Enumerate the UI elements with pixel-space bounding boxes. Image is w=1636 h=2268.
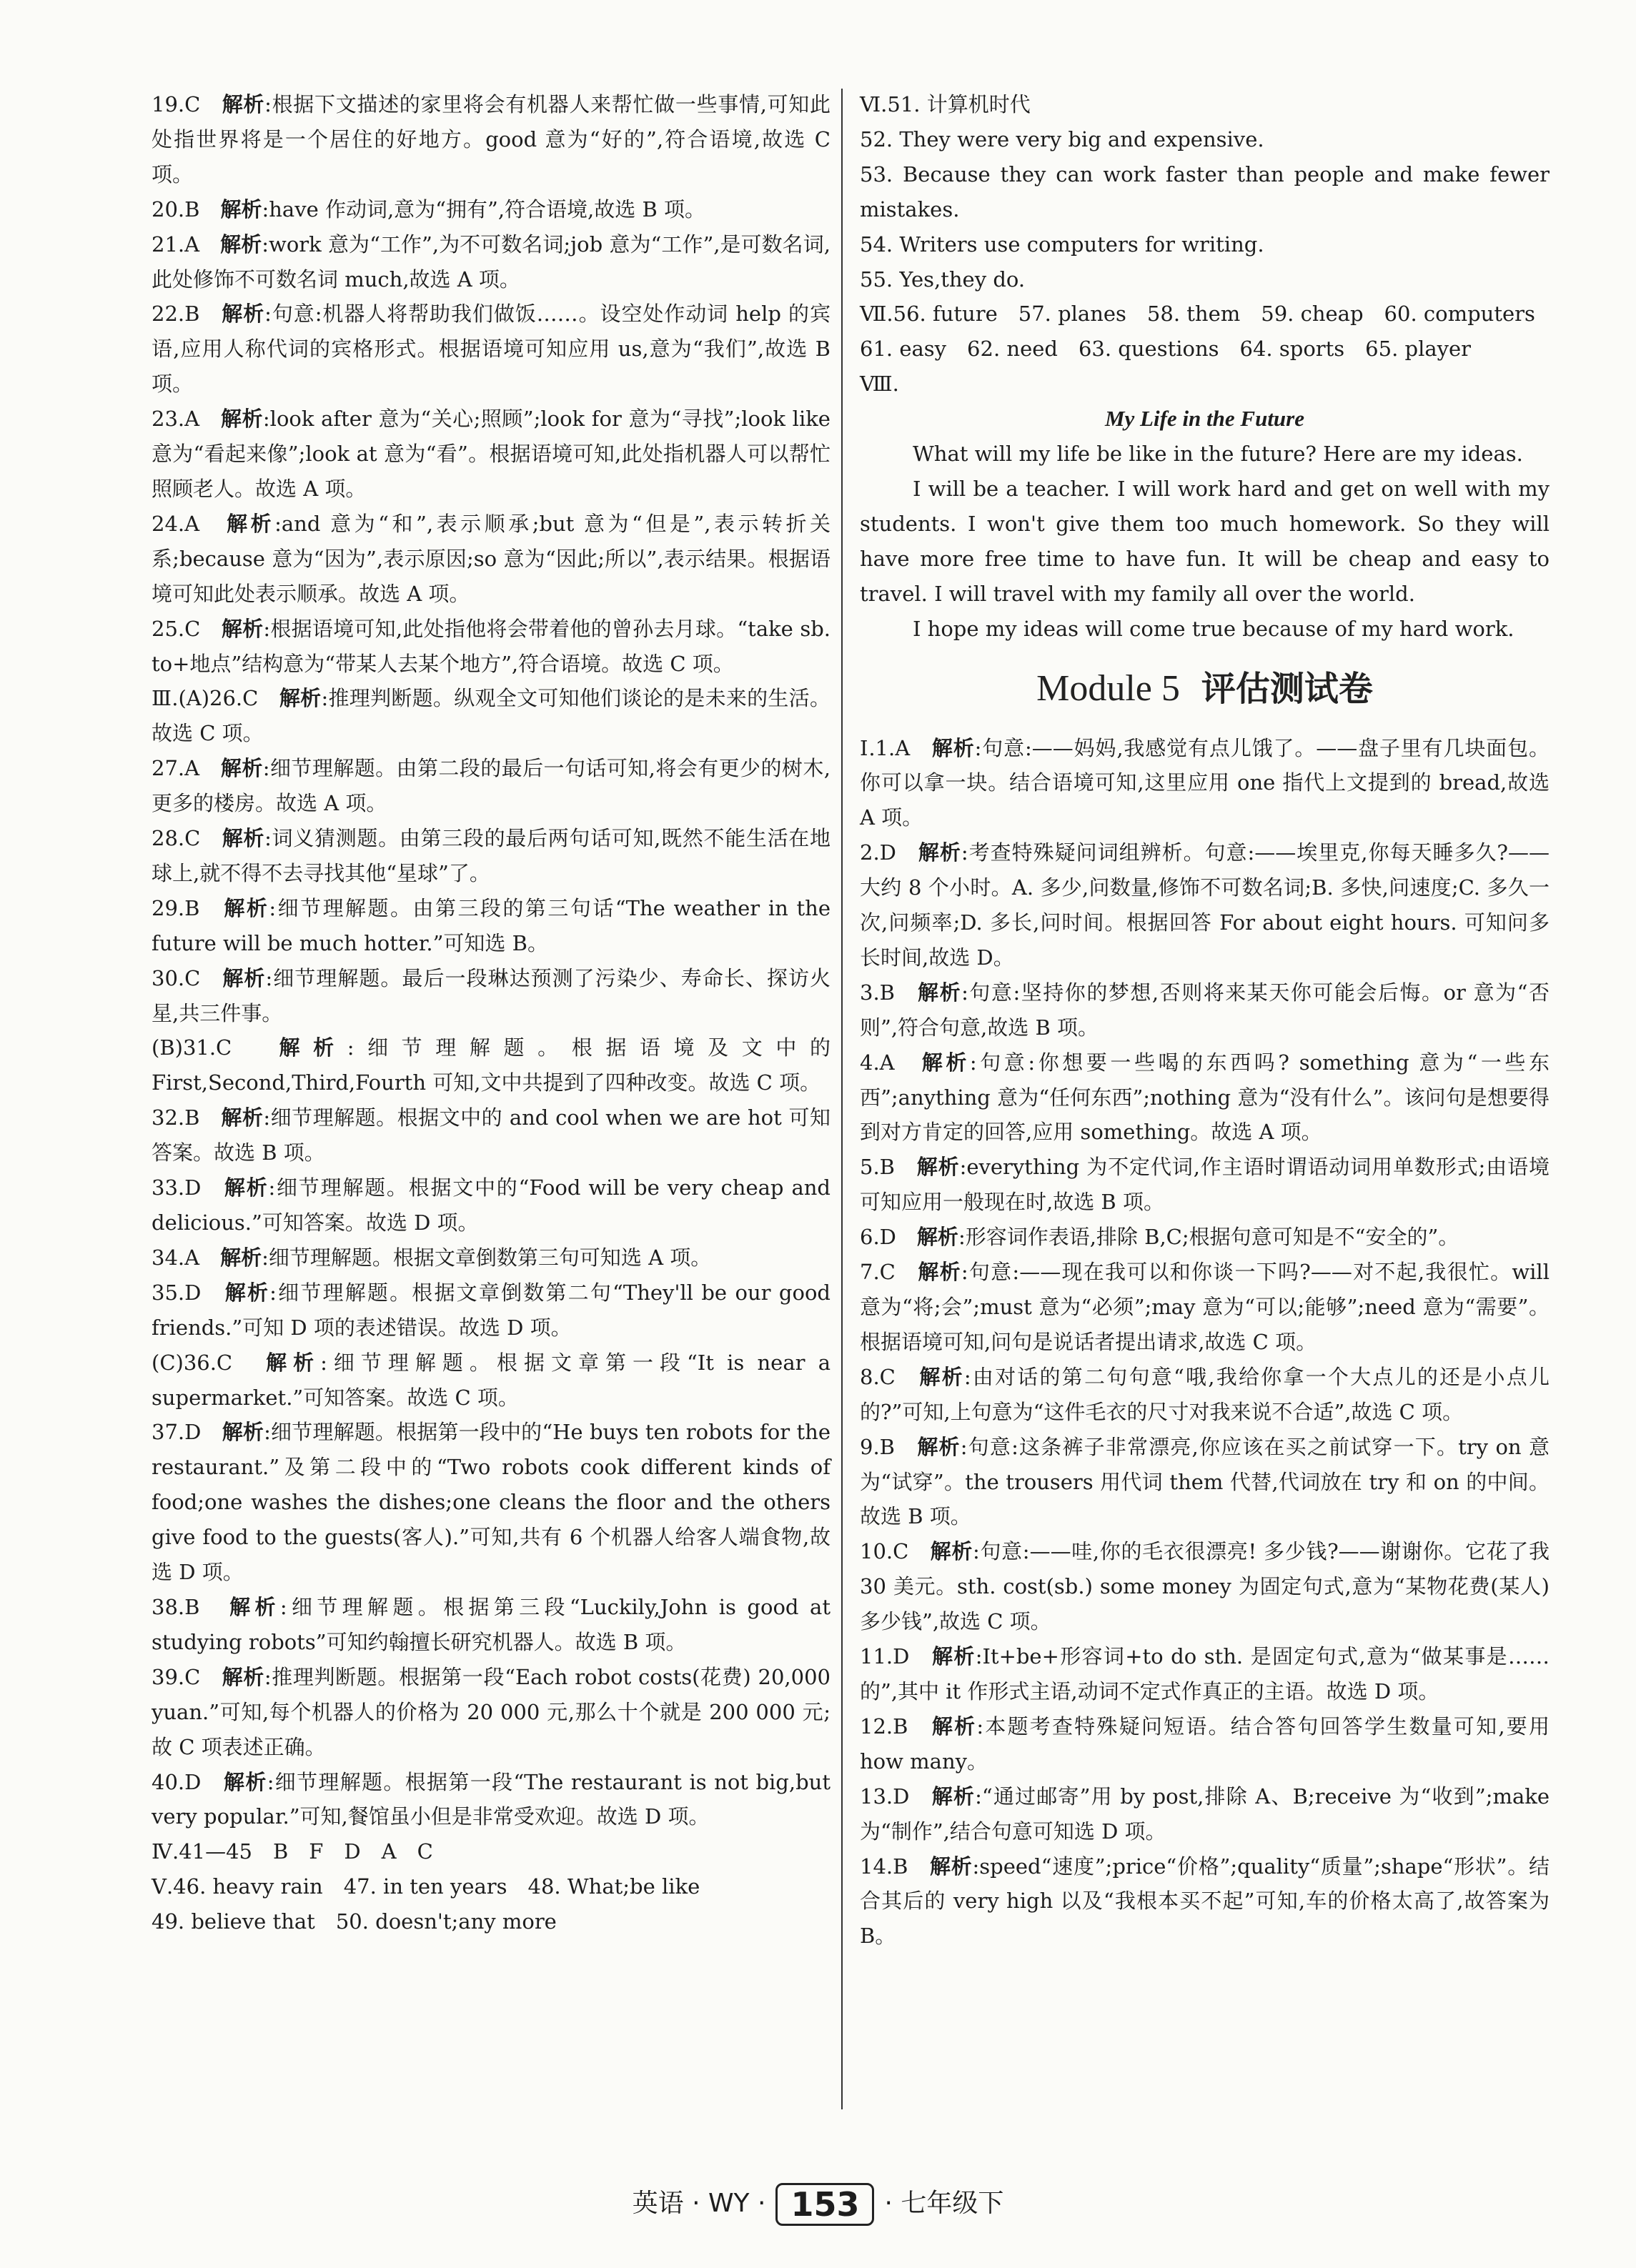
analysis-text: :推理判断题。根据第一段“Each robot costs(花费) 20,000 yuan.”可知,每个机器人的价格为 20 000 元,那么十个就是 200 000 元;故 C 项表述正确。 [152,1664,831,1759]
analysis-text: :细节理解题。最后一段琳达预测了污染少、寿命长、探访火星,共三件事。 [152,965,831,1025]
answer-entry [152,961,831,1031]
analysis-text: :细节理解题。根据第一段中的“He buys ten robots for the restaurant.”及第二段中的“Two robots cook different kinds of food;one washes the dishes;one cleans the floor and the others give food to the guests(客人).”可知,共有 6 个机器人给客人端食物,故选 D 项。 [152,1420,831,1585]
analysis-label: 解析 [921,1050,970,1075]
answer-key: 24.A [152,511,227,536]
answer-key: 11.D [860,1644,933,1669]
analysis-label: 解析 [221,616,264,641]
analysis-label: 解析 [222,1420,264,1445]
answer-entry [860,1779,1550,1849]
analysis-label: 解析 [931,1784,976,1809]
answer-key: 21.A [152,232,221,257]
analysis-text: :推理判断题。纵观全文可知他们谈论的是未来的生活。故选 C 项。 [152,686,831,746]
answer-key: 33.D [152,1175,224,1200]
answer-key: 4.A [860,1050,922,1075]
answer-entry [860,1849,1550,1954]
answer-key: 13.D [860,1784,932,1809]
answer-entry [152,1834,831,1869]
analysis-label: 解析 [222,1664,264,1689]
answer-entry [860,1430,1550,1535]
analysis-label: 解析 [220,197,262,222]
analysis-label: 解析 [929,1854,973,1879]
answer-line: 52. They were very big and expensive. [860,126,1264,151]
analysis-text: :细节理解题。根据文章第一段“It is near a supermarket.”可知答案。故选 C 项。 [152,1350,831,1410]
footer-subject: 英语 · WY · [632,2189,766,2218]
analysis-text: :句意:坚持你的梦想,否则将来某天你可能会后悔。or 意为“否则”,符合句意,故选 B 项。 [860,980,1550,1040]
analysis-label: 解析 [916,1155,960,1180]
answer-entry [152,1170,831,1240]
analysis-text: :细节理解题。根据文中的 and cool when we are hot 可知答案。故选 B 项。 [152,1105,831,1165]
analysis-label: 解析 [932,1644,976,1669]
answer-line: 55. Yes,they do. [860,267,1026,292]
answer-entry [152,1415,831,1590]
analysis-label: 解析 [227,511,275,536]
analysis-text: :have 作动词,意为“拥有”,符合语境,故选 B 项。 [262,197,706,222]
analysis-text: :句意:这条裤子非常漂亮,你应该在买之前试穿一下。try on 意为“试穿”。the trousers 用代词 them 代替,代词放在 try 和 on 的中间。故选 B 项。 [860,1434,1550,1529]
analysis-label: 解析 [266,1350,321,1375]
analysis-label: 解析 [918,1260,961,1285]
answer-entry [860,1255,1550,1360]
answer-entry [152,681,831,751]
analysis-text: :everything 为不定代词,作主语时谓语动词用单数形式;由语境可知应用一般现在时,故选 B 项。 [860,1155,1550,1215]
analysis-label: 解析 [220,407,263,432]
answer-entry [152,1765,831,1835]
right-column [860,87,1550,1954]
analysis-text: :细节理解题。根据第三段“Luckily,John is good at studying robots”可知约翰擅长研究机器人。故选 B 项。 [152,1594,831,1654]
answer-entry [860,1360,1550,1430]
analysis-label: 解析 [229,1594,280,1619]
analysis-label: 解析 [279,1035,347,1060]
answer-key: 29.B [152,895,224,920]
analysis-text: :根据语境可知,此处指他将会带着他的曾孙去月球。“take sb. to+地点”结构意为“带某人去某个地方”,符合语境。故选 C 项。 [152,616,831,676]
analysis-text: :speed“速度”;price“价格”;quality“质量”;shape“形状”。结合其后的 very high 以及“我根本买不起”可知,车的价格太高了,故答案为 B。 [860,1854,1550,1949]
answer-key: 38.B [152,1594,230,1619]
analysis-label: 解析 [224,1769,267,1794]
analysis-text: :由对话的第二句句意“哦,我给你拿一个大点儿的还是小点儿的?”可知,上句意为“这件毛衣的尺寸对我来说不合适”,故选 C 项。 [860,1364,1550,1424]
answer-key: 10.C [860,1539,931,1564]
analysis-label: 解析 [279,686,322,711]
answer-entry [860,835,1550,975]
answer-key: 14.B [860,1854,930,1879]
answer-key: 35.D [152,1280,225,1305]
answer-key: 37.D [152,1420,222,1445]
analysis-text: :细节理解题。根据文中的“Food will be very cheap and delicious.”可知答案。故选 D 项。 [152,1175,831,1235]
answer-entry [152,1346,831,1416]
analysis-text: :细节理解题。根据第一段“The restaurant is not big,but very popular.”可知,餐馆虽小但是非常受欢迎。故选 D 项。 [152,1769,831,1829]
answer-entry [152,751,831,821]
answer-key: 7.C [860,1260,918,1285]
answer-entry [152,1869,831,1904]
answer-key: 8.C [860,1364,920,1389]
essay-paragraph: What will my life be like in the future? Here are my ideas. [913,442,1523,467]
module5-answers [860,731,1550,1954]
module-title [860,647,1550,731]
page-footer [0,2183,1636,2226]
analysis-text: :考查特殊疑问词组辨析。句意:——埃里克,你每天睡多久?——大约 8 个小时。A. 多少,问数量,修饰不可数名词;B. 多快,问速度;C. 多久一次,问频率;D. 多长,问时间。根据回答 For about eight hours. 可知问多长时间,故选 D。 [860,840,1550,970]
analysis-label: 解析 [222,302,265,327]
answer-entry [152,1240,831,1275]
answer-key: Ⅰ.1.A [860,735,932,760]
answer-line: 61. easy 62. need 63. questions 64. sports 65. player [860,337,1472,362]
answer-key: 19.C [152,92,222,116]
analysis-label: 解析 [917,1434,961,1459]
analysis-text: :形容词作表语,排除 B,C;根据句意可知是不“安全的”。 [958,1225,1459,1250]
analysis-text: :look after 意为“关心;照顾”;look for 意为“寻找”;look like 意为“看起来像”;look at 意为“看”。根据语境可知,此处指机器人可以帮忙照顾老人。故选 A 项。 [152,407,831,501]
answer-entry [152,1275,831,1346]
answer-entry [152,402,831,507]
footer-grade: · 七年级下 [884,2189,1004,2218]
analysis-label: 解析 [916,1225,958,1250]
answer-key: 5.B [860,1155,917,1180]
analysis-text: :细节理解题。由第三段的第三句话“The weather in the future will be much hotter.”可知选 B。 [152,895,831,955]
analysis-text: :and 意为“和”,表示顺承;but 意为“但是”,表示转折关系;because 意为“因为”,表示原因;so 意为“因此;所以”,表示结果。根据语境可知此处表示顺承。故选 A 项。 [152,511,831,606]
answer-list-vi-viii [860,87,1550,402]
analysis-label: 解析 [918,980,962,1005]
analysis-label: 解析 [221,1105,264,1130]
analysis-label: 解析 [220,232,262,257]
answer-entry [860,1709,1550,1779]
analysis-label: 解析 [222,826,265,851]
answer-key: 23.A [152,407,221,432]
essay-paragraph: I will be a teacher. I will work hard and get on well with my students. I won't give them too much homework. So they will have more free time to have fun. It will be cheap and easy to travel. I will travel with my family all over the world. [860,476,1550,606]
answer-entry [152,612,831,682]
analysis-text: :It+be+形容词+to do sth. 是固定句式,意为“做某事是……的”,其中 it 作形式主语,动词不定式作真正的主语。故选 D 项。 [860,1644,1550,1704]
answer-entry [860,1639,1550,1709]
answer-key: Ⅴ.46. heavy rain 47. in ten years 48. What;be like [152,1874,700,1899]
answer-line: Ⅷ. [860,372,899,397]
answer-entry [152,87,831,192]
answer-key: 30.C [152,965,223,990]
page-number: 153 [775,2183,874,2226]
answer-line: Ⅵ.51. 计算机时代 [860,92,1031,116]
answer-key: 28.C [152,826,222,851]
analysis-text: :work 意为“工作”,为不可数名词;job 意为“工作”,是可数名词,此处修饰不可数名词 much,故选 A 项。 [152,232,831,292]
analysis-label: 解析 [220,756,263,781]
answer-key: (B)31.C [152,1035,279,1060]
analysis-text: :“通过邮寄”用 by post,排除 A、B;receive 为“收到”;make 为“制作”,结合句意可知选 D 项。 [860,1784,1550,1844]
answer-entry [860,975,1550,1045]
answer-key: 49. believe that 50. doesn't;any more [152,1909,557,1934]
answer-key: 9.B [860,1434,918,1459]
analysis-text: :本题考查特殊疑问短语。结合答句回答学生数量可知,要用 how many。 [860,1714,1550,1774]
analysis-text: :句意:——妈妈,我感觉有点儿饿了。——盘子里有几块面包。你可以拿一块。结合语境可知,这里应用 one 指代上文提到的 bread,故选 A 项。 [860,735,1550,830]
analysis-text: :词义猜测题。由第三段的最后两句话可知,既然不能生活在地球上,就不得不去寻找其他“星球”了。 [152,826,831,885]
module-title-cn: 评估测试卷 [1201,668,1373,709]
answer-entry [152,1030,831,1100]
analysis-label: 解析 [930,1539,973,1564]
answer-entry [860,731,1550,836]
answer-entry [152,1904,831,1939]
analysis-label: 解析 [224,1280,270,1305]
analysis-label: 解析 [224,1175,269,1200]
analysis-text: :细节理解题。根据语境及文中的 First,Second,Third,Fourth 可知,文中共提到了四种改变。故选 C 项。 [152,1035,831,1095]
analysis-label: 解析 [220,1245,262,1270]
answer-line: 53. Because they can work faster than people and make fewer mistakes. [860,161,1550,222]
analysis-label: 解析 [919,1364,964,1389]
analysis-text: :句意:你想要一些喝的东西吗? something 意为“一些东西”;anything 意为“任何东西”;nothing 意为“没有什么”。该问句是想要得到对方肯定的回答,应用 something。故选 A 项。 [860,1050,1550,1145]
answer-key: 20.B [152,197,221,222]
answer-entry [152,821,831,891]
answer-entry [152,227,831,297]
analysis-text: :细节理解题。由第二段的最后一句话可知,将会有更少的树木,更多的楼房。故选 A 项。 [152,756,831,816]
answer-line: Ⅶ.56. future 57. planes 58. them 59. cheap 60. computers [860,302,1535,327]
analysis-text: :句意:机器人将帮助我们做饭……。设空处作动词 help 的宾语,应用人称代词的宾格形式。根据语境可知应用 us,意为“我们”,故选 B 项。 [152,302,831,397]
essay-body [860,437,1550,646]
answer-entry [152,507,831,612]
essay-title: My Life in the Future [1104,406,1304,432]
analysis-label: 解析 [931,1714,977,1739]
left-column [152,87,831,1939]
answer-key: Ⅲ.(A)26.C [152,686,279,711]
analysis-label: 解析 [918,840,961,865]
answer-entry [860,1534,1550,1639]
analysis-text: :根据下文描述的家里将会有机器人来帮忙做一些事情,可知此处指世界将是一个居住的好地方。good 意为“好的”,符合语境,故选 C 项。 [152,92,831,186]
answer-key: 40.D [152,1769,224,1794]
answer-key: 2.D [860,840,918,865]
answer-entry [152,891,831,961]
column-divider [841,89,843,2109]
analysis-text: :细节理解题。根据文章倒数第三句可知选 A 项。 [262,1245,712,1270]
answer-line: 54. Writers use computers for writing. [860,232,1264,257]
answer-entry [152,1590,831,1660]
answer-entry [152,1100,831,1170]
answer-entry [152,297,831,402]
answer-key: 22.B [152,302,222,327]
answer-key: 34.A [152,1245,221,1270]
analysis-label: 解析 [931,735,975,760]
answer-entry [860,1150,1550,1220]
answer-key: 39.C [152,1664,222,1689]
analysis-label: 解析 [222,965,266,990]
answer-key: 25.C [152,616,222,641]
answer-key: 27.A [152,756,221,781]
answer-entry [860,1045,1550,1150]
analysis-text: :句意:——哇,你的毛衣很漂亮! 多少钱?——谢谢你。它花了我 30 美元。sth. cost(sb.) some money 为固定句式,意为“某物花费(某人)多少钱”,故选 C 项。 [860,1539,1550,1634]
analysis-text: :细节理解题。根据文章倒数第二句“They'll be our good friends.”可知 D 项的表述错误。故选 D 项。 [152,1280,831,1340]
analysis-label: 解析 [224,895,269,920]
answer-key: Ⅳ.41—45 B F D A C [152,1839,433,1864]
analysis-label: 解析 [222,92,265,116]
answer-entry [860,1220,1550,1255]
answer-entry [152,1660,831,1765]
answer-entry [152,192,831,227]
answer-key: 32.B [152,1105,222,1130]
module-title-en: Module 5 [1036,667,1180,709]
answer-key: 3.B [860,980,918,1005]
answer-key: 12.B [860,1714,932,1739]
answer-key: 6.D [860,1225,917,1250]
answer-key: (C)36.C [152,1350,267,1375]
essay-paragraph: I hope my ideas will come true because of my hard work. [913,616,1514,641]
analysis-text: :句意:——现在我可以和你谈一下吗?——对不起,我很忙。will 意为“将;会”;must 意为“必须”;may 意为“可以;能够”;need 意为“需要”。根据语境可知,问句是说话者提出请求,故选 C 项。 [860,1260,1550,1354]
